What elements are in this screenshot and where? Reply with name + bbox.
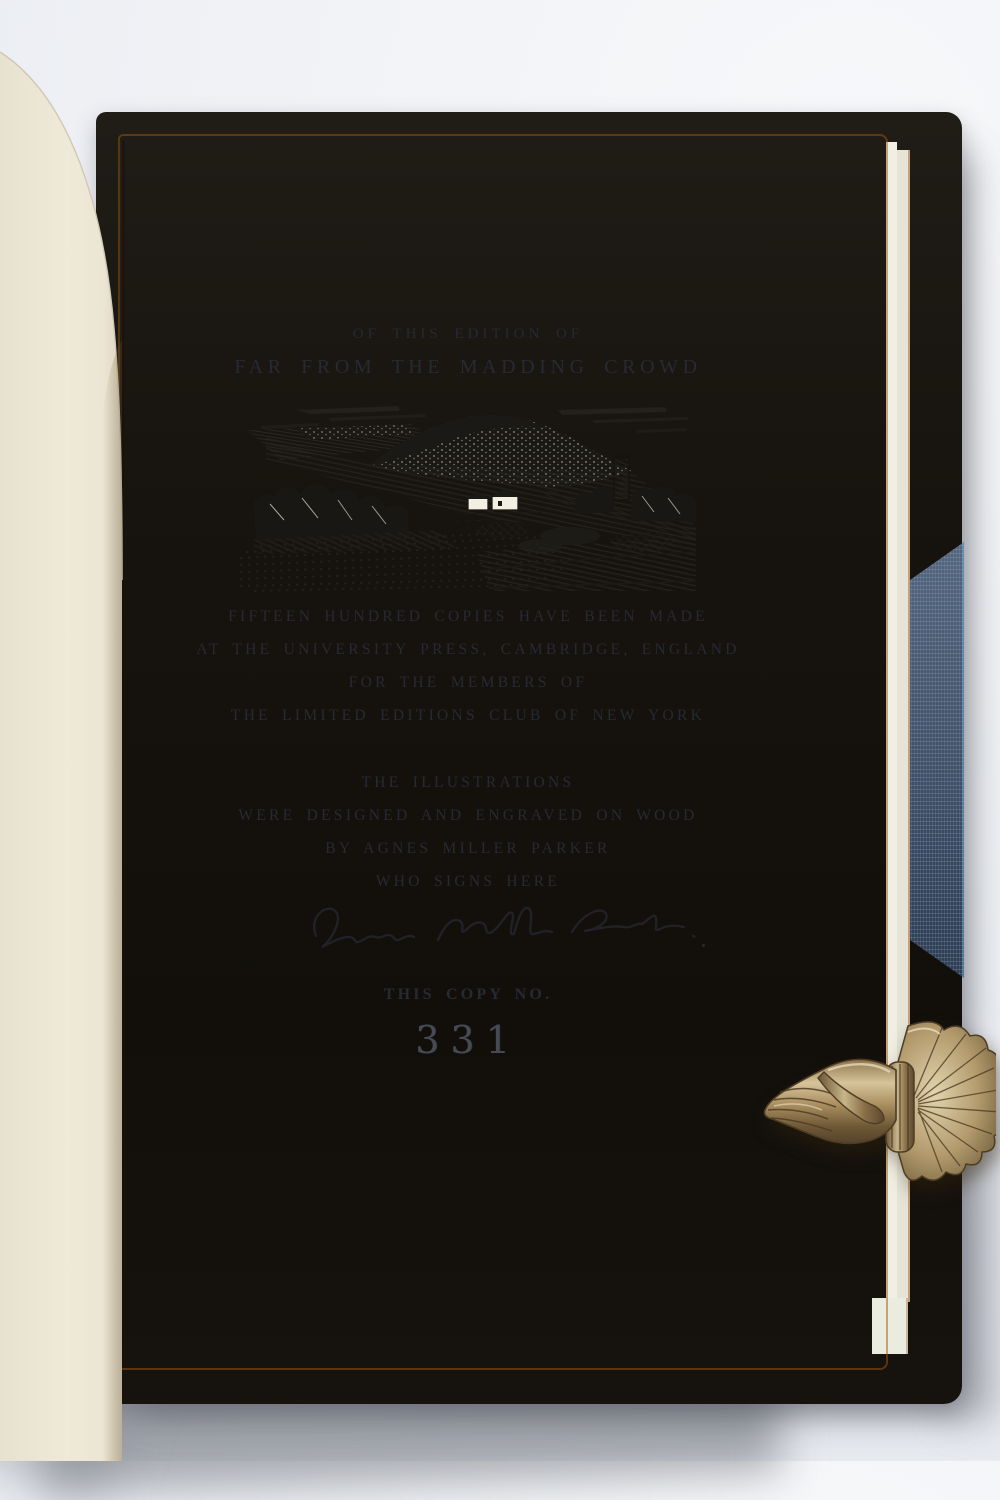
illustrator-line: WHO SIGNS HERE	[375, 873, 561, 890]
illustrator-line: WERE DESIGNED AND ENGRAVED ON WOOD	[238, 807, 698, 824]
colophon-line: FIFTEEN HUNDRED COPIES HAVE BEEN MADE	[228, 608, 708, 625]
wood-engraving-illustration	[240, 400, 696, 592]
illustrator-line: THE ILLUSTRATIONS	[361, 774, 575, 791]
copy-number-label: THIS COPY NO.	[383, 986, 553, 1003]
book-title: FAR FROM THE MADDING CROWD	[234, 356, 702, 378]
ink-dot	[702, 944, 705, 947]
colophon-line: AT THE UNIVERSITY PRESS, CAMBRIDGE, ENGLAND	[196, 641, 740, 658]
illustrator-line: BY AGNES MILLER PARKER	[325, 840, 611, 857]
edition-header-line1: OF THIS EDITION OF	[352, 326, 584, 342]
left-page-curled	[0, 0, 130, 1461]
book-cover-blue-cloth	[902, 542, 964, 978]
copy-number-stamp: 331	[415, 1018, 521, 1062]
colophon-text-column	[130, 0, 806, 1461]
colophon-line: THE LIMITED EDITIONS CLUB OF NEW YORK	[230, 707, 706, 724]
colophon-line: FOR THE MEMBERS OF	[348, 674, 588, 691]
brass-hand-clasp-icon	[758, 1012, 996, 1194]
author-signature	[300, 894, 700, 966]
